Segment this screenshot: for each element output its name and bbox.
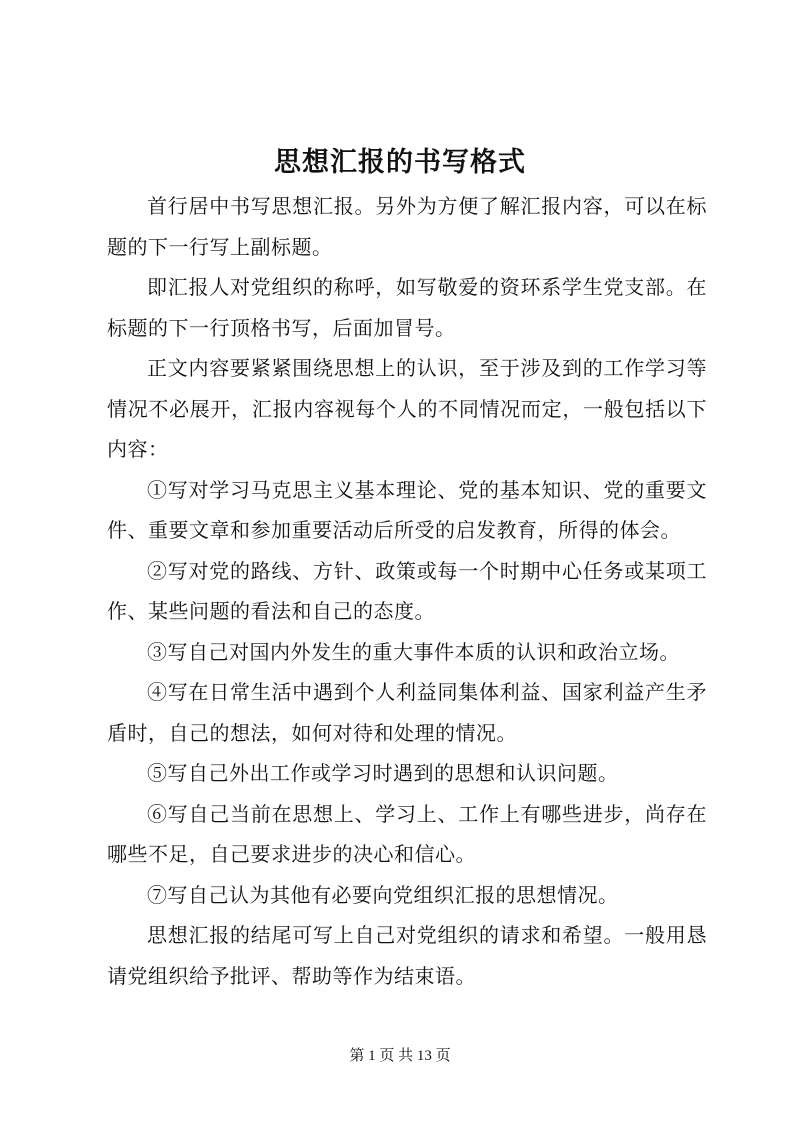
paragraph-2: 即汇报人对党组织的称呼，如写敬爱的资环系学生党支部。在标题的下一行顶格书写，后面加冒号。 (107, 275, 707, 340)
list-item-1: ①写对学习马克思主义基本理论、党的基本知识、党的重要文件、重要文章和参加重要活动后所受的启发教育，所得的体会。 (107, 477, 707, 542)
page-number-footer: 第 1 页 共 13 页 (349, 1048, 451, 1064)
document-title: 思想汇报的书写格式 (274, 147, 526, 178)
closing-paragraph: 思想汇报的结尾可写上自己对党组织的请求和希望。一般用恳请党组织给予批评、帮助等作为结束语。 (107, 923, 707, 988)
paragraph-1: 首行居中书写思想汇报。另外为方便了解汇报内容，可以在标题的下一行写上副标题。 (107, 194, 707, 259)
list-item-2: ②写对党的路线、方针、政策或每一个时期中心任务或某项工作、某些问题的看法和自己的态度。 (107, 558, 707, 623)
list-item-6: ⑥写自己当前在思想上、学习上、工作上有哪些进步，尚存在哪些不足，自己要求进步的决心和信心。 (107, 801, 707, 866)
list-item-3: ③写自己对国内外发生的重大事件本质的认识和政治立场。 (147, 639, 680, 664)
list-item-5: ⑤写自己外出工作或学习时遇到的思想和认识问题。 (147, 761, 619, 785)
list-item-7: ⑦写自己认为其他有必要向党组织汇报的思想情况。 (147, 882, 619, 907)
paragraph-3: 正文内容要紧紧围绕思想上的认识，至于涉及到的工作学习等情况不必展开，汇报内容视每个人的不同情况而定，一般包括以下内容： (107, 356, 707, 461)
document-body (107, 186, 707, 996)
list-item-4: ④写在日常生活中遇到个人利益同集体利益、国家利益产生矛盾时，自己的想法，如何对待和处理的情况。 (107, 680, 707, 745)
